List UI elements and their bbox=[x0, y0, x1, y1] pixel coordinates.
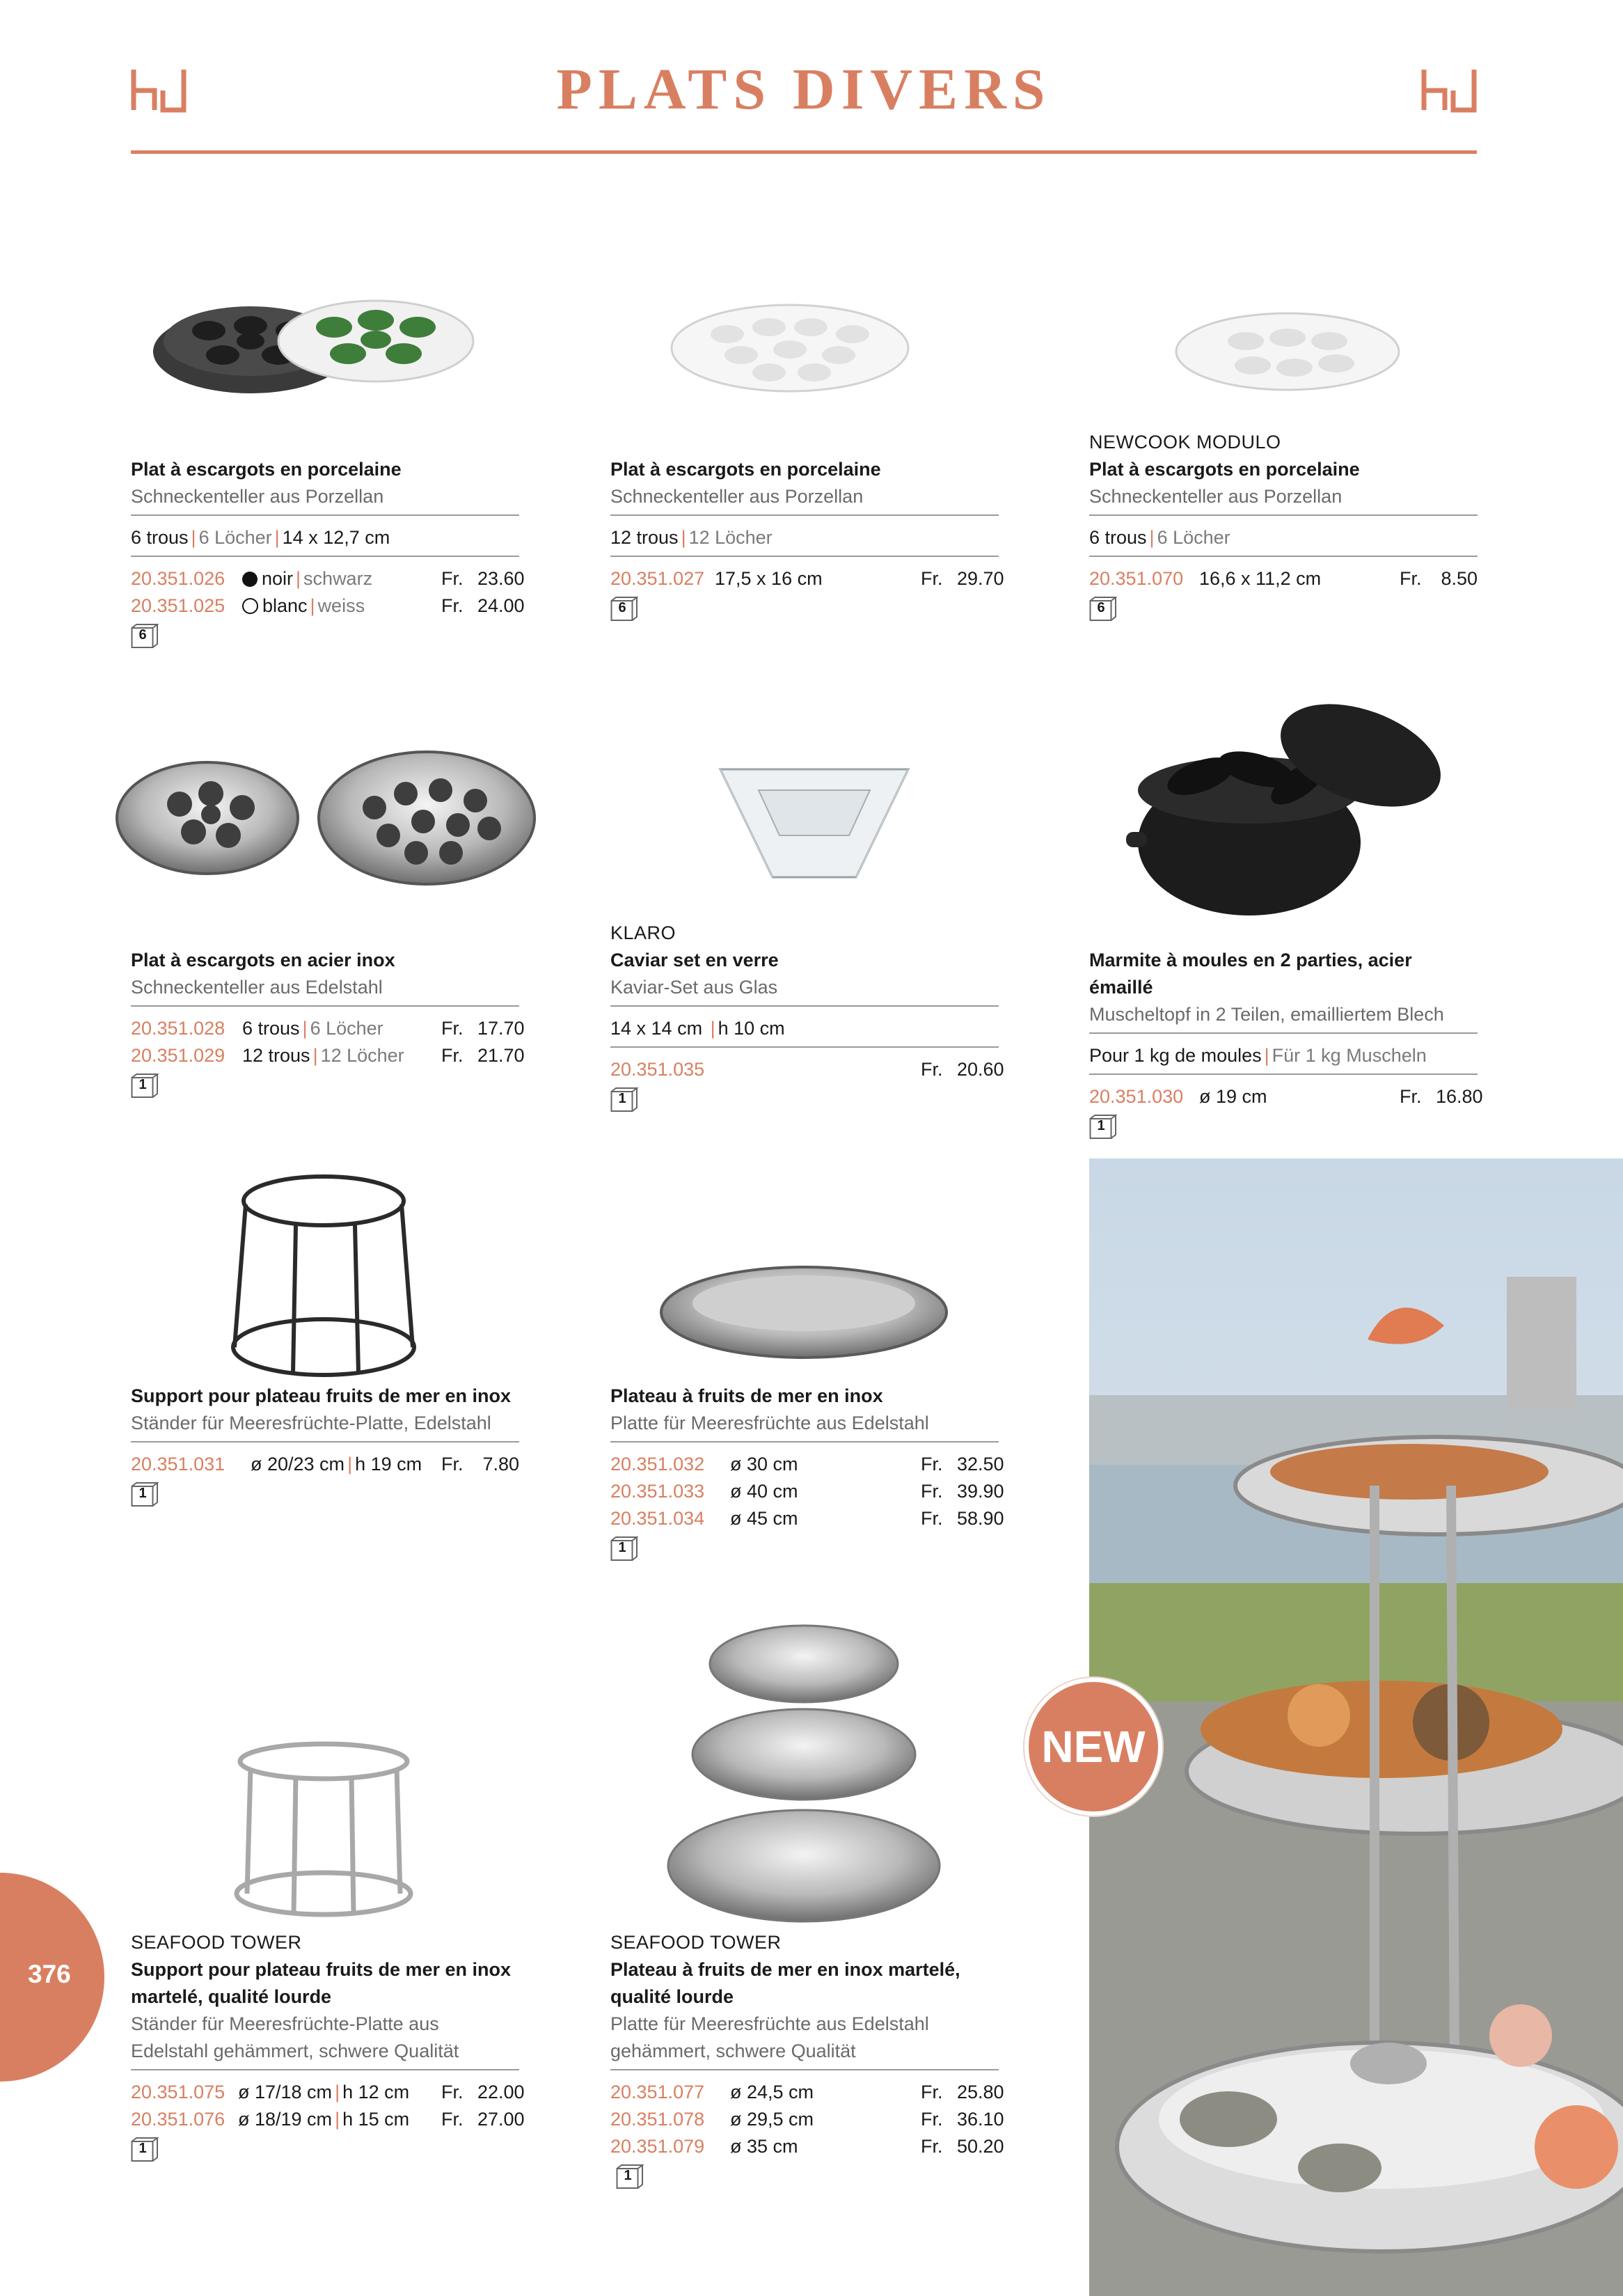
variant-row: 20.351.034 ø 45 cm Fr. 58.90 bbox=[610, 1505, 999, 1532]
pack-box-icon: 1 bbox=[610, 1536, 638, 1562]
product-name-fr: Plat à escargots en porcelaine bbox=[1089, 459, 1360, 480]
variant-row: 20.351.077 ø 24,5 cm Fr. 25.80 bbox=[610, 2079, 999, 2106]
caviar-set-image bbox=[717, 752, 912, 884]
variant-row: 20.351.031 ø 20/23 cm | h 19 cm Fr. 7.80 bbox=[131, 1451, 519, 1478]
product-name-fr: Caviar set en verre bbox=[610, 950, 779, 970]
variant-row: 20.351.030 ø 19 cm Fr. 16.80 bbox=[1089, 1083, 1478, 1110]
article-code: 20.351.078 bbox=[610, 2109, 705, 2130]
product-card bbox=[131, 947, 525, 1099]
variant-row: 20.351.033 ø 40 cm Fr. 39.90 bbox=[610, 1478, 999, 1505]
pack-box-icon: 1 bbox=[131, 1074, 159, 1099]
escargot-dish-black-white-image bbox=[146, 272, 494, 411]
article-code: 20.351.079 bbox=[610, 2136, 705, 2157]
product-spec: 6 trous | 6 Löcher | 14 x 12,7 cm bbox=[131, 527, 390, 548]
article-code: 20.351.075 bbox=[131, 2082, 225, 2102]
price: 27.00 bbox=[477, 2109, 525, 2130]
divider bbox=[1089, 1074, 1478, 1075]
price: 20.60 bbox=[957, 1059, 1004, 1080]
divider bbox=[610, 1005, 999, 1007]
new-badge: NEW bbox=[1024, 1678, 1162, 1816]
escargot-dish-modulo-image bbox=[1169, 299, 1406, 404]
variant-row: 20.351.070 16,6 x 11,2 cm Fr. 8.50 bbox=[1089, 565, 1478, 592]
article-code: 20.351.028 bbox=[131, 1018, 225, 1039]
pack-box-icon: 6 bbox=[610, 597, 638, 622]
divider bbox=[1089, 514, 1478, 516]
price: 23.60 bbox=[477, 568, 525, 589]
white-dot-icon bbox=[242, 598, 258, 614]
variant-row: 20.351.035 Fr. 20.60 bbox=[610, 1056, 999, 1083]
product-name-fr: Plat à escargots en porcelaine bbox=[610, 459, 881, 480]
article-code: 20.351.035 bbox=[610, 1059, 705, 1080]
seafood-plate-image bbox=[658, 1260, 950, 1365]
pack-box-icon: 1 bbox=[1089, 1115, 1117, 1140]
price: 50.20 bbox=[957, 2136, 1004, 2157]
divider bbox=[131, 1005, 519, 1007]
product-name-de: Platte für Meeresfrüchte aus Edelstahl bbox=[610, 1413, 929, 1433]
divider bbox=[610, 1441, 999, 1442]
price: 58.90 bbox=[957, 1508, 1004, 1529]
divider bbox=[131, 556, 519, 557]
title-rule bbox=[131, 150, 1477, 154]
seafood-tower-stand-image bbox=[230, 1740, 418, 1921]
article-code: 20.351.031 bbox=[131, 1454, 225, 1475]
product-brand: KLARO bbox=[610, 922, 676, 943]
divider bbox=[1089, 556, 1478, 557]
price: 32.50 bbox=[957, 1454, 1004, 1475]
price: 24.00 bbox=[477, 595, 525, 616]
variant-row: 20.351.025 blanc | weiss Fr. 24.00 bbox=[131, 592, 519, 620]
product-name-fr: Plat à escargots en porcelaine bbox=[131, 459, 402, 480]
article-code: 20.351.025 bbox=[131, 595, 225, 616]
product-name-de: Ständer für Meeresfrüchte-Platte, Edelstahl bbox=[131, 1413, 491, 1433]
divider bbox=[1089, 1032, 1478, 1034]
article-code: 20.351.030 bbox=[1089, 1086, 1184, 1107]
article-code: 20.351.027 bbox=[610, 568, 705, 589]
variant-row: 20.351.079 ø 35 cm Fr. 50.20 bbox=[610, 2133, 999, 2160]
page-number: 376 bbox=[28, 1960, 71, 1988]
product-name-de: Ständer für Meeresfrüchte-Platte aus Edelstahl gehämmert, schwere Qualität bbox=[131, 2013, 459, 2061]
divider bbox=[610, 514, 999, 516]
escargot-dish-12-image bbox=[658, 285, 922, 411]
product-spec: 14 x 14 cm | h 10 cm bbox=[610, 1018, 785, 1039]
product-name-fr: Marmite à moules en 2 parties, acier émaillé bbox=[1089, 950, 1412, 998]
variant-row: 20.351.029 12 trous | 12 Löcher Fr. 21.70 bbox=[131, 1042, 519, 1069]
page-title: PLATS DIVERS bbox=[556, 57, 1052, 122]
product-brand: SEAFOOD TOWER bbox=[610, 1932, 782, 1953]
mussel-pot-image bbox=[1124, 686, 1458, 929]
variant-row: 20.351.028 6 trous | 6 Löcher Fr. 17.70 bbox=[131, 1015, 519, 1042]
product-card bbox=[610, 1929, 1004, 2189]
hd-logo-right bbox=[1420, 67, 1478, 113]
escargot-dish-steel-image bbox=[110, 745, 541, 891]
article-code: 20.351.034 bbox=[610, 1508, 705, 1529]
divider bbox=[131, 2069, 519, 2070]
article-code: 20.351.076 bbox=[131, 2109, 225, 2130]
product-card bbox=[610, 1383, 1004, 1562]
product-card bbox=[1089, 429, 1478, 622]
black-dot-icon bbox=[242, 572, 258, 587]
product-name-fr: Plateau à fruits de mer en inox bbox=[610, 1385, 883, 1406]
variant-row: 20.351.027 17,5 x 16 cm Fr. 29.70 bbox=[610, 565, 999, 592]
divider bbox=[610, 2069, 999, 2070]
divider bbox=[131, 514, 519, 516]
product-name-de: Schneckenteller aus Porzellan bbox=[1089, 486, 1343, 507]
price: 25.80 bbox=[957, 2082, 1004, 2102]
logo-icon bbox=[1420, 67, 1478, 113]
product-card bbox=[131, 456, 525, 649]
pack-box-icon: 6 bbox=[1089, 597, 1117, 622]
pack-box-icon: 1 bbox=[610, 1087, 638, 1112]
product-spec: 12 trous | 12 Löcher bbox=[610, 527, 773, 548]
price: 36.10 bbox=[957, 2109, 1004, 2130]
price: 21.70 bbox=[477, 1045, 525, 1066]
product-spec: 6 trous | 6 Löcher bbox=[1089, 527, 1230, 548]
product-card bbox=[610, 456, 1004, 622]
variant-row: 20.351.076 ø 18/19 cm | h 15 cm Fr. 27.00 bbox=[131, 2106, 519, 2133]
price: 16.80 bbox=[1436, 1086, 1483, 1107]
divider bbox=[131, 1441, 519, 1442]
product-name-fr: Plat à escargots en acier inox bbox=[131, 950, 395, 970]
price: 8.50 bbox=[1441, 568, 1478, 589]
product-name-de: Platte für Meeresfrüchte aus Edelstahl gehämmert, schwere Qualität bbox=[610, 2013, 929, 2061]
product-spec: Pour 1 kg de moules | Für 1 kg Muscheln bbox=[1089, 1045, 1427, 1066]
pack-box-icon: 1 bbox=[131, 2137, 159, 2162]
seafood-stand-image bbox=[226, 1170, 421, 1378]
product-name-de: Schneckenteller aus Porzellan bbox=[131, 486, 384, 507]
article-code: 20.351.032 bbox=[610, 1454, 705, 1475]
product-name-de: Schneckenteller aus Porzellan bbox=[610, 486, 864, 507]
variant-row: 20.351.075 ø 17/18 cm | h 12 cm Fr. 22.00 bbox=[131, 2079, 519, 2106]
variant-row: 20.351.078 ø 29,5 cm Fr. 36.10 bbox=[610, 2106, 999, 2133]
product-name-de: Kaviar-Set aus Glas bbox=[610, 977, 778, 998]
price: 22.00 bbox=[477, 2082, 525, 2102]
product-card bbox=[610, 920, 1004, 1112]
product-brand: NEWCOOK MODULO bbox=[1089, 432, 1281, 453]
pack-box-icon: 1 bbox=[131, 1482, 159, 1507]
price: 29.70 bbox=[957, 568, 1004, 589]
seafood-tower-photo bbox=[1089, 1158, 1623, 2296]
price: 39.90 bbox=[957, 1481, 1004, 1502]
product-card bbox=[131, 1929, 525, 2162]
pack-box-icon: 6 bbox=[131, 624, 159, 649]
article-code: 20.351.077 bbox=[610, 2082, 705, 2102]
product-name-de: Muscheltopf in 2 Teilen, emailliertem Blech bbox=[1089, 1004, 1444, 1025]
price: 17.70 bbox=[477, 1018, 525, 1039]
product-name-fr: Support pour plateau fruits de mer en inox martelé, qualité lourde bbox=[131, 1959, 512, 2007]
price: 7.80 bbox=[482, 1454, 519, 1475]
product-name-fr: Support pour plateau fruits de mer en inox bbox=[131, 1385, 512, 1406]
seafood-tower-plates-image bbox=[661, 1622, 947, 1928]
article-code: 20.351.026 bbox=[131, 568, 225, 589]
article-code: 20.351.029 bbox=[131, 1045, 225, 1066]
product-name-fr: Plateau à fruits de mer en inox martelé, qualité lourde bbox=[610, 1959, 960, 2007]
pack-box-icon: 1 bbox=[616, 2164, 644, 2189]
variant-row: 20.351.032 ø 30 cm Fr. 32.50 bbox=[610, 1451, 999, 1478]
article-code: 20.351.070 bbox=[1089, 568, 1184, 589]
divider bbox=[610, 556, 999, 557]
photo-illustration bbox=[1089, 1158, 1623, 2296]
product-card bbox=[131, 1383, 519, 1507]
product-card bbox=[1089, 947, 1483, 1140]
product-brand: SEAFOOD TOWER bbox=[131, 1932, 302, 1953]
article-code: 20.351.033 bbox=[610, 1481, 705, 1502]
variant-row: 20.351.026 noir | schwarz Fr. 23.60 bbox=[131, 565, 519, 592]
divider bbox=[610, 1046, 999, 1048]
product-name-de: Schneckenteller aus Edelstahl bbox=[131, 977, 383, 998]
